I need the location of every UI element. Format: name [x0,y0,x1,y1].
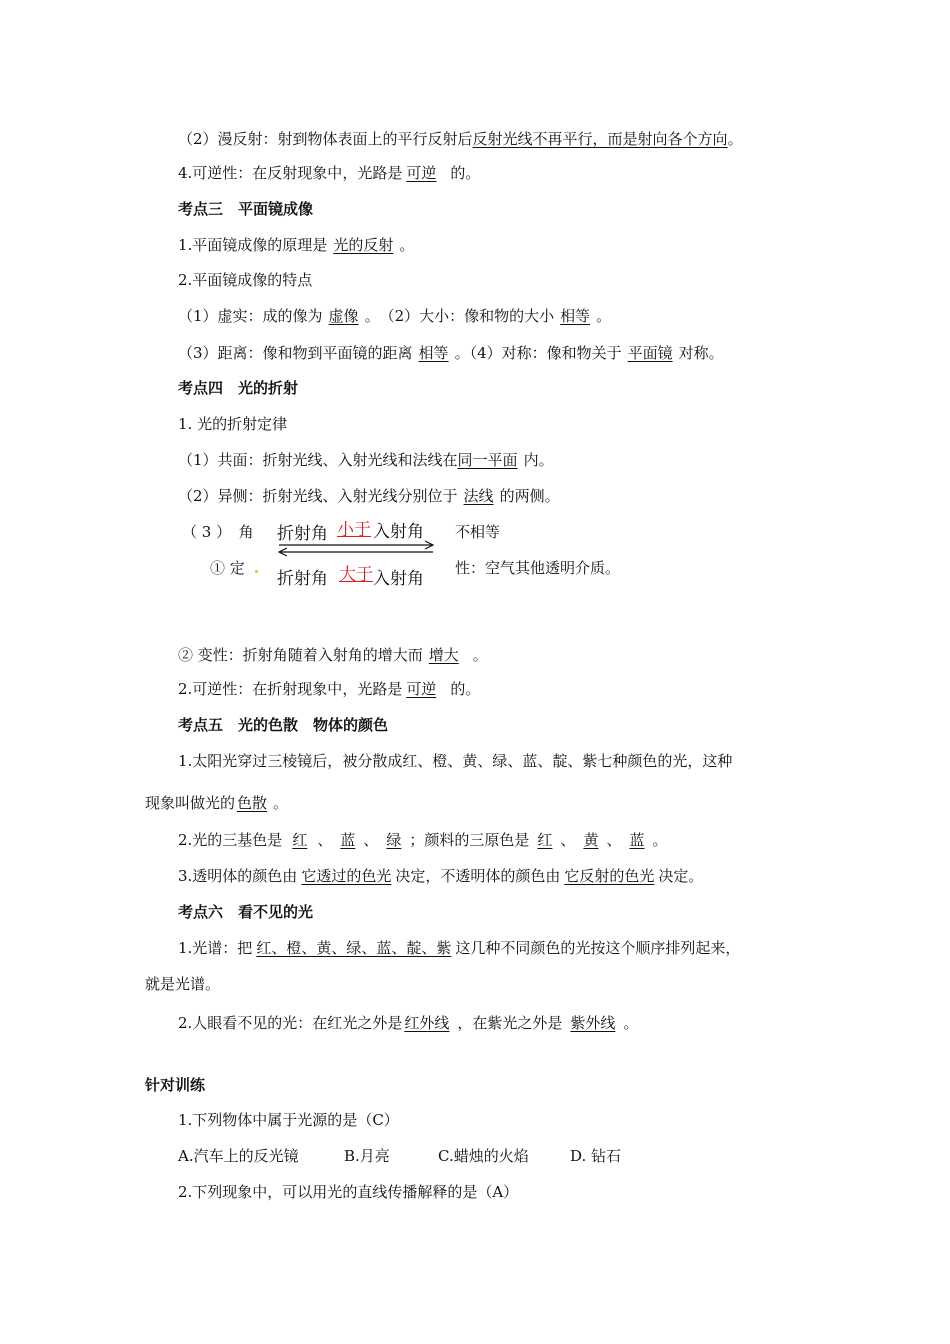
answer: 蓝 [629,831,645,849]
answer: 蓝 [340,831,356,849]
answer: 红、橙、黄、绿、蓝、靛、紫 [256,939,452,957]
answer: 红 [292,831,308,849]
option-b: B.月亮 [344,1147,390,1165]
line-refraction-law: 1. 光的折射定律 [178,415,288,433]
line-primary-colors: 2.光的三基色是 红 、 蓝 、 绿 ；颜料的三原色是 红 、 黄 、 蓝 。 [178,831,668,849]
line-invisible-light: 2.人眼看不见的光：在红光之外是 红外线 ，在紫光之外是 紫外线 。 [178,1014,639,1032]
line-qualitative-label: ① 定 [210,559,245,577]
answer: 增大 [428,646,459,664]
question-2: 2.下列现象中，可以用光的直线传播解释的是（A） [178,1183,519,1201]
line-mirror-features: 2.平面镜成像的特点 [178,271,313,289]
line-reversibility-reflection: 4.可逆性：在反射现象中，光路是 可逆 的。 [178,164,481,182]
line-angle-label: （ 3 ） 角 [182,523,254,541]
line-coplanar: （1）共面：折射光线、入射光线和法线在同一平面 内。 [178,451,554,469]
answer: 法线 [463,487,494,505]
line-object-color: 3.透明体的颜色由 它透过的色光 决定，不透明体的颜色由 它反射的色光 决定。 [178,867,704,885]
option-d: D. 钻石 [570,1147,622,1165]
line-opposite-sides: （2）异侧：折射光线、入射光线分别位于 法线 的两侧。 [178,487,560,505]
answer: 绿 [386,831,402,849]
option-a: A.汽车上的反光镜 [178,1147,299,1165]
line-diffuse-reflection: （2）漫反射：射到物体表面上的平行反射后反射光线不再平行，而是射向各个方向。 [178,130,743,148]
line-virtual-size: （1）虚实：成的像为 虚像 。 （2）大小：像和物的大小 相等 。 [178,307,612,325]
section-heading-3: 考点三 平面镜成像 [178,200,314,218]
answer: 紫外线 [570,1014,616,1032]
answer: 虚像 [328,307,359,325]
line-variable: ② 变性：折射角随着入射角的增大而 增大 。 [178,646,488,664]
answer: 反射光线不再平行，而是射向各个方向 [472,130,728,148]
answer: 它透过的色光 [301,867,392,885]
answer: 光的反射 [333,236,394,254]
line-dispersion: 1.太阳光穿过三棱镜后，被分散成红、橙、黄、绿、蓝、靛、紫七种颜色的光，这种 [178,752,733,770]
answer: 色散 [237,794,268,812]
refraction-angle-diagram [273,512,439,588]
yellow-mark [255,570,258,573]
line-not-equal: 不相等 [455,523,501,541]
question-1: 1.下列物体中属于光源的是（C） [178,1111,399,1129]
answer: 相等 [418,344,449,362]
diagram-bottom-right: 入射角 [373,569,424,589]
answer: 相等 [560,307,591,325]
answer: 可逆 [406,164,437,182]
answer: 平面镜 [627,344,673,362]
diagram-top-left: 折射角 [277,524,328,544]
line-mirror-principle: 1.平面镜成像的原理是 光的反射 。 [178,236,415,254]
diagram-bottom-left: 折射角 [277,569,328,589]
section-heading-5: 考点五 光的色散 物体的颜色 [178,716,389,734]
line-reversibility-refraction: 2.可逆性：在折射现象中，光路是 可逆 的。 [178,680,481,698]
diagram-bottom-answer: 大于 [339,565,373,585]
answer: 可逆 [406,680,437,698]
diagram-top-answer: 小于 [337,520,371,540]
answer: 红外线 [404,1014,450,1032]
answer: 同一平面 [457,451,518,469]
section-heading-6: 考点六 看不见的光 [178,903,314,921]
answer: 红 [537,831,553,849]
diagram-top-right: 入射角 [373,522,424,542]
line-spectrum: 1.光谱：把 红、橙、黄、绿、蓝、靛、紫 这几种不同颜色的光按这个顺序排列起来， [178,939,741,957]
line-distance-symmetry: （3）距离：像和物到平面镜的距离 相等 。（4）对称：像和物关于 平面镜 对称。 [178,344,724,362]
option-c: C.蜡烛的火焰 [438,1147,529,1165]
answer: 黄 [583,831,599,849]
section-heading-practice: 针对训练 [145,1076,206,1094]
section-heading-4: 考点四 光的折射 [178,379,299,397]
line-air-medium: 性：空气其他透明介质。 [455,559,621,577]
line-dispersion-cont: 现象叫做光的 色散 。 [145,794,289,812]
line-spectrum-cont: 就是光谱。 [145,975,221,993]
question-1-options [178,1146,621,1166]
answer: 它反射的色光 [564,867,655,885]
